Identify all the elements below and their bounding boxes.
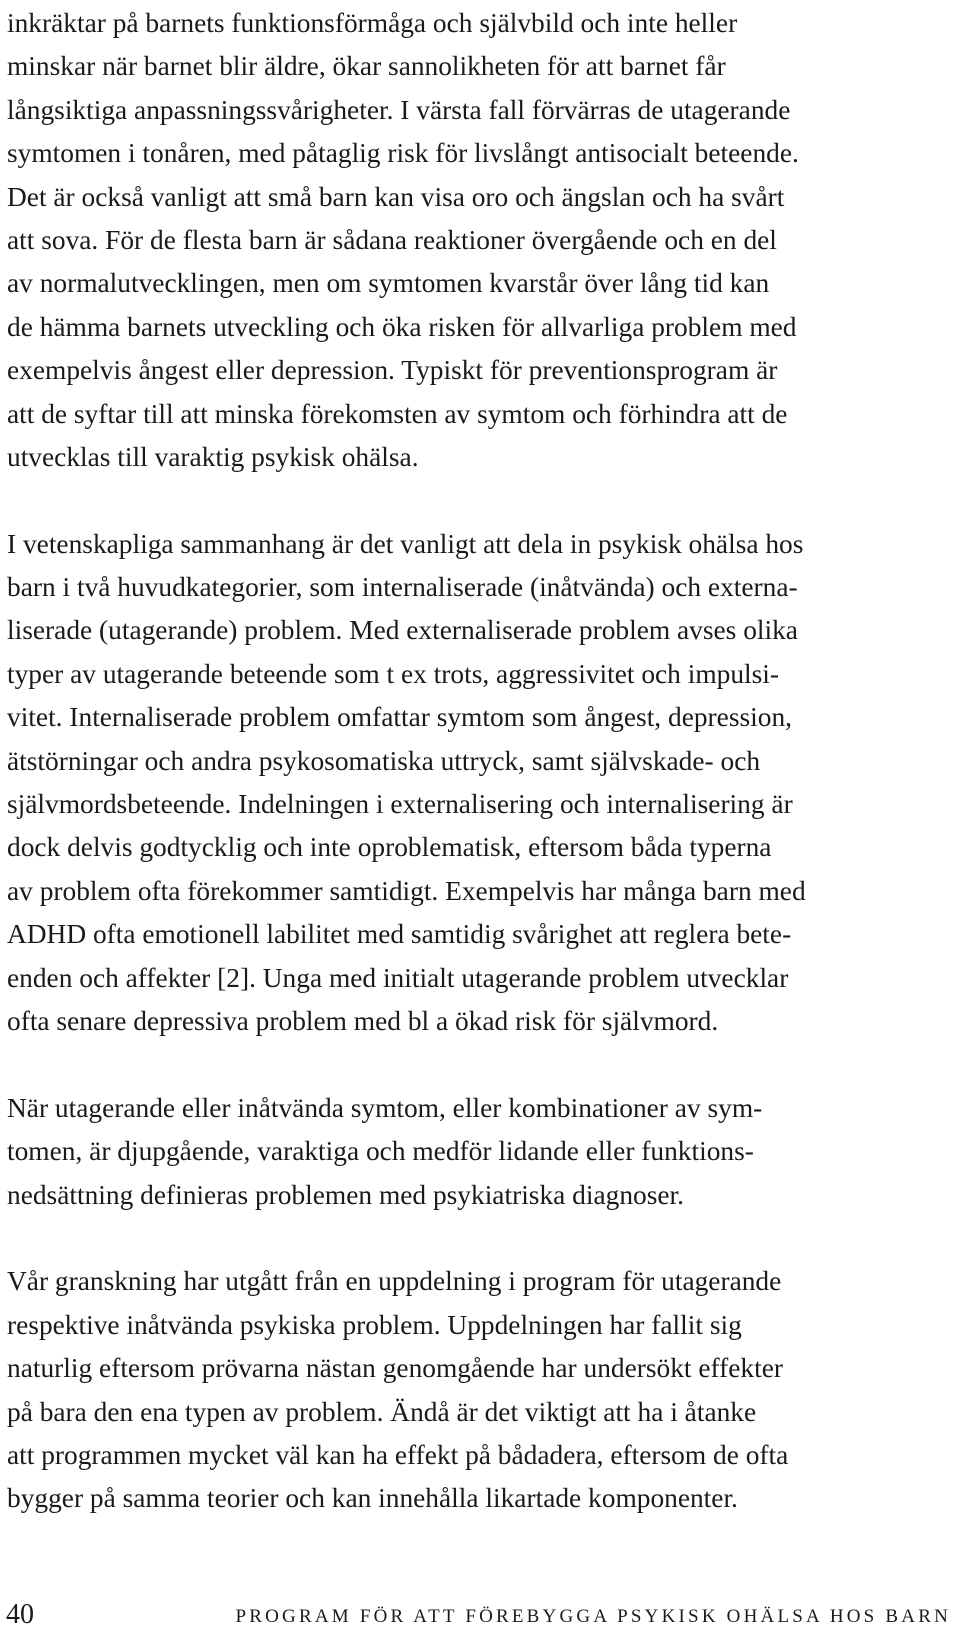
paragraph-1 bbox=[7, 2, 955, 479]
text-line: att de syftar till att minska förekomsten av symtom och förhindra att de bbox=[7, 398, 788, 429]
text-line: minskar när barnet blir äldre, ökar sannolikheten för att barnet får bbox=[7, 51, 726, 82]
text-line: de hämma barnets utveckling och öka risken för allvarliga problem med bbox=[7, 311, 797, 342]
text-line: exempelvis ångest eller depression. Typiskt för preventionsprogram är bbox=[7, 355, 778, 386]
text-line: typer av utagerande beteende som t ex trots, aggressivitet och impulsi- bbox=[7, 658, 780, 689]
text-line: på bara den ena typen av problem. Ändå är det viktigt att ha i åtanke bbox=[7, 1396, 757, 1427]
paragraph-3 bbox=[7, 1087, 955, 1217]
text-line: självmordsbeteende. Indelningen i externalisering och internalisering är bbox=[7, 789, 793, 820]
text-line: respektive inåtvända psykiska problem. Uppdelningen har fallit sig bbox=[7, 1309, 742, 1340]
text-line: utvecklas till varaktig psykisk ohälsa. bbox=[7, 441, 419, 472]
text-line: Det är också vanligt att små barn kan visa oro och ängslan och ha svårt bbox=[7, 181, 785, 212]
paragraph-spacer bbox=[7, 1043, 955, 1086]
paragraph-4 bbox=[7, 1260, 955, 1520]
text-line: ätstörningar och andra psykosomatiska uttryck, samt självskade- och bbox=[7, 745, 761, 776]
text-line: tomen, är djupgående, varaktiga och medför lidande eller funktions- bbox=[7, 1136, 754, 1167]
text-line: Vår granskning har utgått från en uppdelning i program för utagerande bbox=[7, 1266, 782, 1297]
text-line: att sova. För de flesta barn är sådana reaktioner övergående och en del bbox=[7, 224, 777, 255]
text-line: av normalutvecklingen, men om symtomen kvarstår över lång tid kan bbox=[7, 268, 770, 299]
text-line: nedsättning definieras problemen med psykiatriska diagnoser. bbox=[7, 1179, 684, 1210]
text-line: liserade (utagerande) problem. Med externaliserade problem avses olika bbox=[7, 615, 798, 646]
text-line: långsiktiga anpassningssvårigheter. I värsta fall förvärras de utagerande bbox=[7, 94, 791, 125]
text-line: ofta senare depressiva problem med bl a ökad risk för självmord. bbox=[7, 1005, 719, 1036]
text-line: symtomen i tonåren, med påtaglig risk för livslångt antisocialt beteende. bbox=[7, 138, 799, 169]
text-line: dock delvis godtycklig och inte oproblematisk, eftersom båda typerna bbox=[7, 832, 772, 863]
text-line: naturlig eftersom prövarna nästan genomgående har undersökt effekter bbox=[7, 1353, 784, 1384]
running-title: PROGRAM FÖR ATT FÖREBYGGA PSYKISK OHÄLSA HOS BARN bbox=[235, 1606, 951, 1627]
page-footer bbox=[0, 1595, 960, 1635]
text-line: bygger på samma teorier och kan innehålla likartade komponenter. bbox=[7, 1483, 738, 1514]
paragraph-spacer bbox=[7, 479, 955, 522]
body-text bbox=[7, 2, 955, 1521]
text-line: enden och affekter [2]. Unga med initialt utagerande problem utvecklar bbox=[7, 962, 789, 993]
text-line: ADHD ofta emotionell labilitet med samtidig svårighet att reglera bete- bbox=[7, 919, 792, 950]
paragraph-2 bbox=[7, 523, 955, 1044]
paragraph-spacer bbox=[7, 1217, 955, 1260]
text-line: att programmen mycket väl kan ha effekt på bådadera, eftersom de ofta bbox=[7, 1439, 789, 1470]
text-line: När utagerande eller inåtvända symtom, eller kombinationer av sym- bbox=[7, 1092, 763, 1123]
text-line: vitet. Internaliserade problem omfattar symtom som ångest, depression, bbox=[7, 702, 792, 733]
text-line: I vetenskapliga sammanhang är det vanligt att dela in psykisk ohälsa hos bbox=[7, 528, 804, 559]
text-line: av problem ofta förekommer samtidigt. Exempelvis har många barn med bbox=[7, 875, 806, 906]
page-number: 40 bbox=[6, 1599, 34, 1630]
text-line: inkräktar på barnets funktionsförmåga och självbild och inte heller bbox=[7, 8, 738, 38]
text-line: barn i två huvudkategorier, som internaliserade (inåtvända) och externa- bbox=[7, 572, 798, 603]
